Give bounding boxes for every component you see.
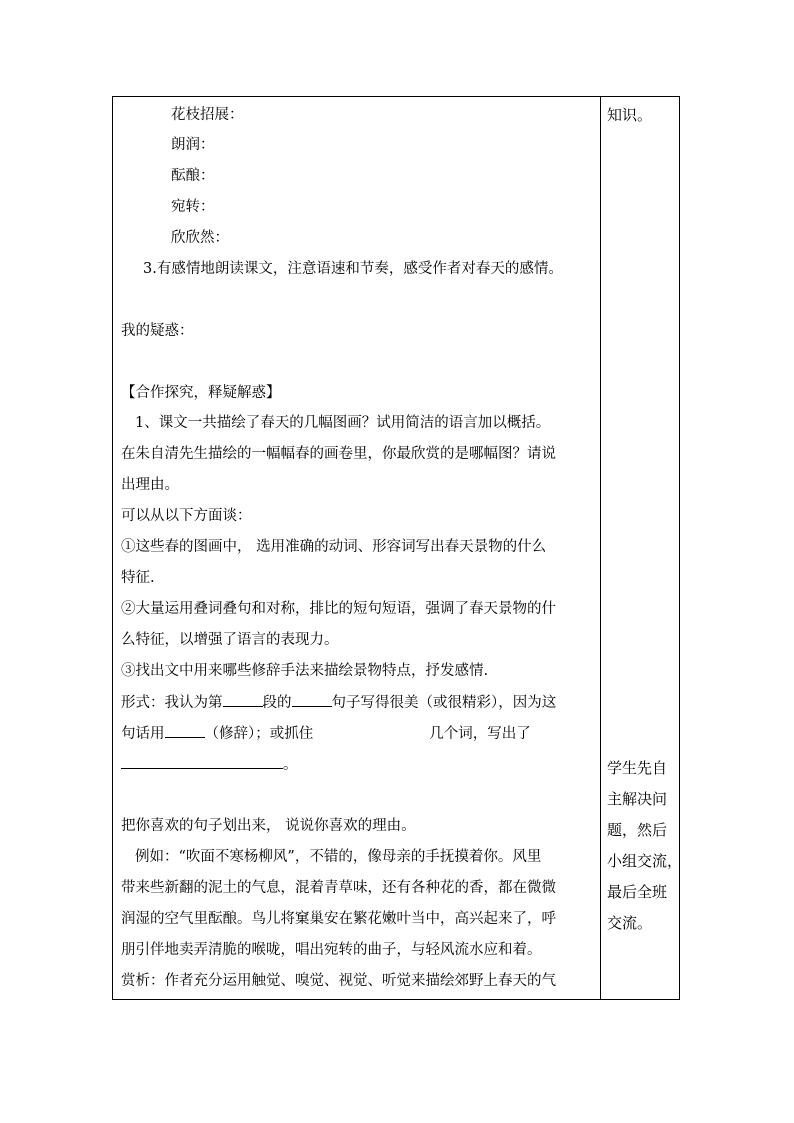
sentence-blank[interactable] — [292, 692, 332, 707]
vocab-item: 欣欣然： — [171, 230, 229, 246]
aspect-3-line: ③找出文中用来哪些修辞手法来描绘景物特点，抒发感情. — [121, 663, 489, 679]
section-title: 【合作探究，释疑解惑】 — [121, 385, 281, 401]
example-line: 带来些新翻的泥土的气息，混着青草味，还有各种花的香，都在微微 — [121, 880, 556, 896]
description-blank[interactable] — [121, 754, 283, 769]
note-line: 主解决问 — [607, 790, 668, 808]
form-text: 几个词，写出了 — [429, 726, 531, 742]
aspect-1-line: ①这些春的图画中， 选用准确的动词、形容词写出春天景物的什么 — [121, 539, 547, 555]
form-text: 句子写得很美（或很精彩），因为这 — [331, 695, 557, 711]
question-1-line: 出理由。 — [121, 477, 179, 493]
fill-in-form-line — [121, 754, 298, 775]
fill-in-form-line — [121, 723, 531, 744]
note-line: 题，然后 — [607, 821, 668, 839]
underline-instruction: 把你喜欢的句子划出来， 说说你喜欢的理由。 — [121, 818, 416, 834]
form-text: 句话用 — [121, 726, 165, 742]
note-text: 知识。 — [607, 106, 653, 124]
note-line: 交流。 — [607, 914, 653, 932]
paragraph-blank[interactable] — [223, 692, 263, 707]
example-line: 润湿的空气里酝酿。鸟儿将窠巢安在繁花嫩叶当中，高兴起来了，呼 — [121, 911, 556, 927]
rhetoric-blank[interactable] — [165, 723, 205, 738]
question-1-line: 1、课文一共描绘了春天的几幅图画？试用简洁的语言加以概括。 — [135, 415, 551, 431]
aspect-2-line: ②大量运用叠词叠句和对称，排比的短句短语，强调了春天景物的什 — [121, 601, 556, 617]
fill-in-form-line — [121, 692, 556, 713]
example-line: 例如：“吹面不寒杨柳风”，不错的，像母亲的手抚摸着你。风里 — [135, 849, 542, 865]
form-text: 。 — [283, 757, 298, 773]
task-item-3: 3.有感情地朗读课文，注意语速和节奏，感受作者对春天的感情。 — [143, 261, 563, 277]
form-text: 段的 — [262, 695, 292, 711]
example-line: 朋引伴地卖弄清脆的喉咙，唱出宛转的曲子，与轻风流水应和着。 — [121, 942, 542, 958]
form-text: 形式：我认为第 — [121, 695, 223, 711]
vocab-item: 朗润： — [171, 137, 215, 153]
aspect-1-line: 特征. — [121, 570, 155, 586]
note-line: 学生先自 — [607, 759, 668, 777]
doubts-label: 我的疑惑： — [121, 323, 194, 339]
notes-column — [601, 97, 683, 999]
vocab-item: 酝酿： — [171, 168, 215, 184]
worksheet-table — [112, 96, 683, 1000]
aspects-intro: 可以从以下方面谈： — [121, 508, 252, 524]
question-1-line: 在朱自清先生描绘的一幅幅春的画卷里，你最欣赏的是哪幅图？请说 — [121, 446, 556, 462]
vocab-item: 花枝招展： — [171, 107, 244, 123]
main-content-column — [113, 97, 600, 999]
vocab-item: 宛转： — [171, 199, 215, 215]
appreciation-line: 赏析：作者充分运用触觉、嗅觉、视觉、听觉来描绘郊野上春天的气 — [121, 973, 556, 989]
note-line: 小组交流， — [607, 852, 683, 870]
note-line: 最后全班 — [607, 883, 668, 901]
aspect-2-line: 么特征，以增强了语言的表现力。 — [121, 632, 339, 648]
form-text: （修辞）；或抓住 — [204, 726, 314, 742]
